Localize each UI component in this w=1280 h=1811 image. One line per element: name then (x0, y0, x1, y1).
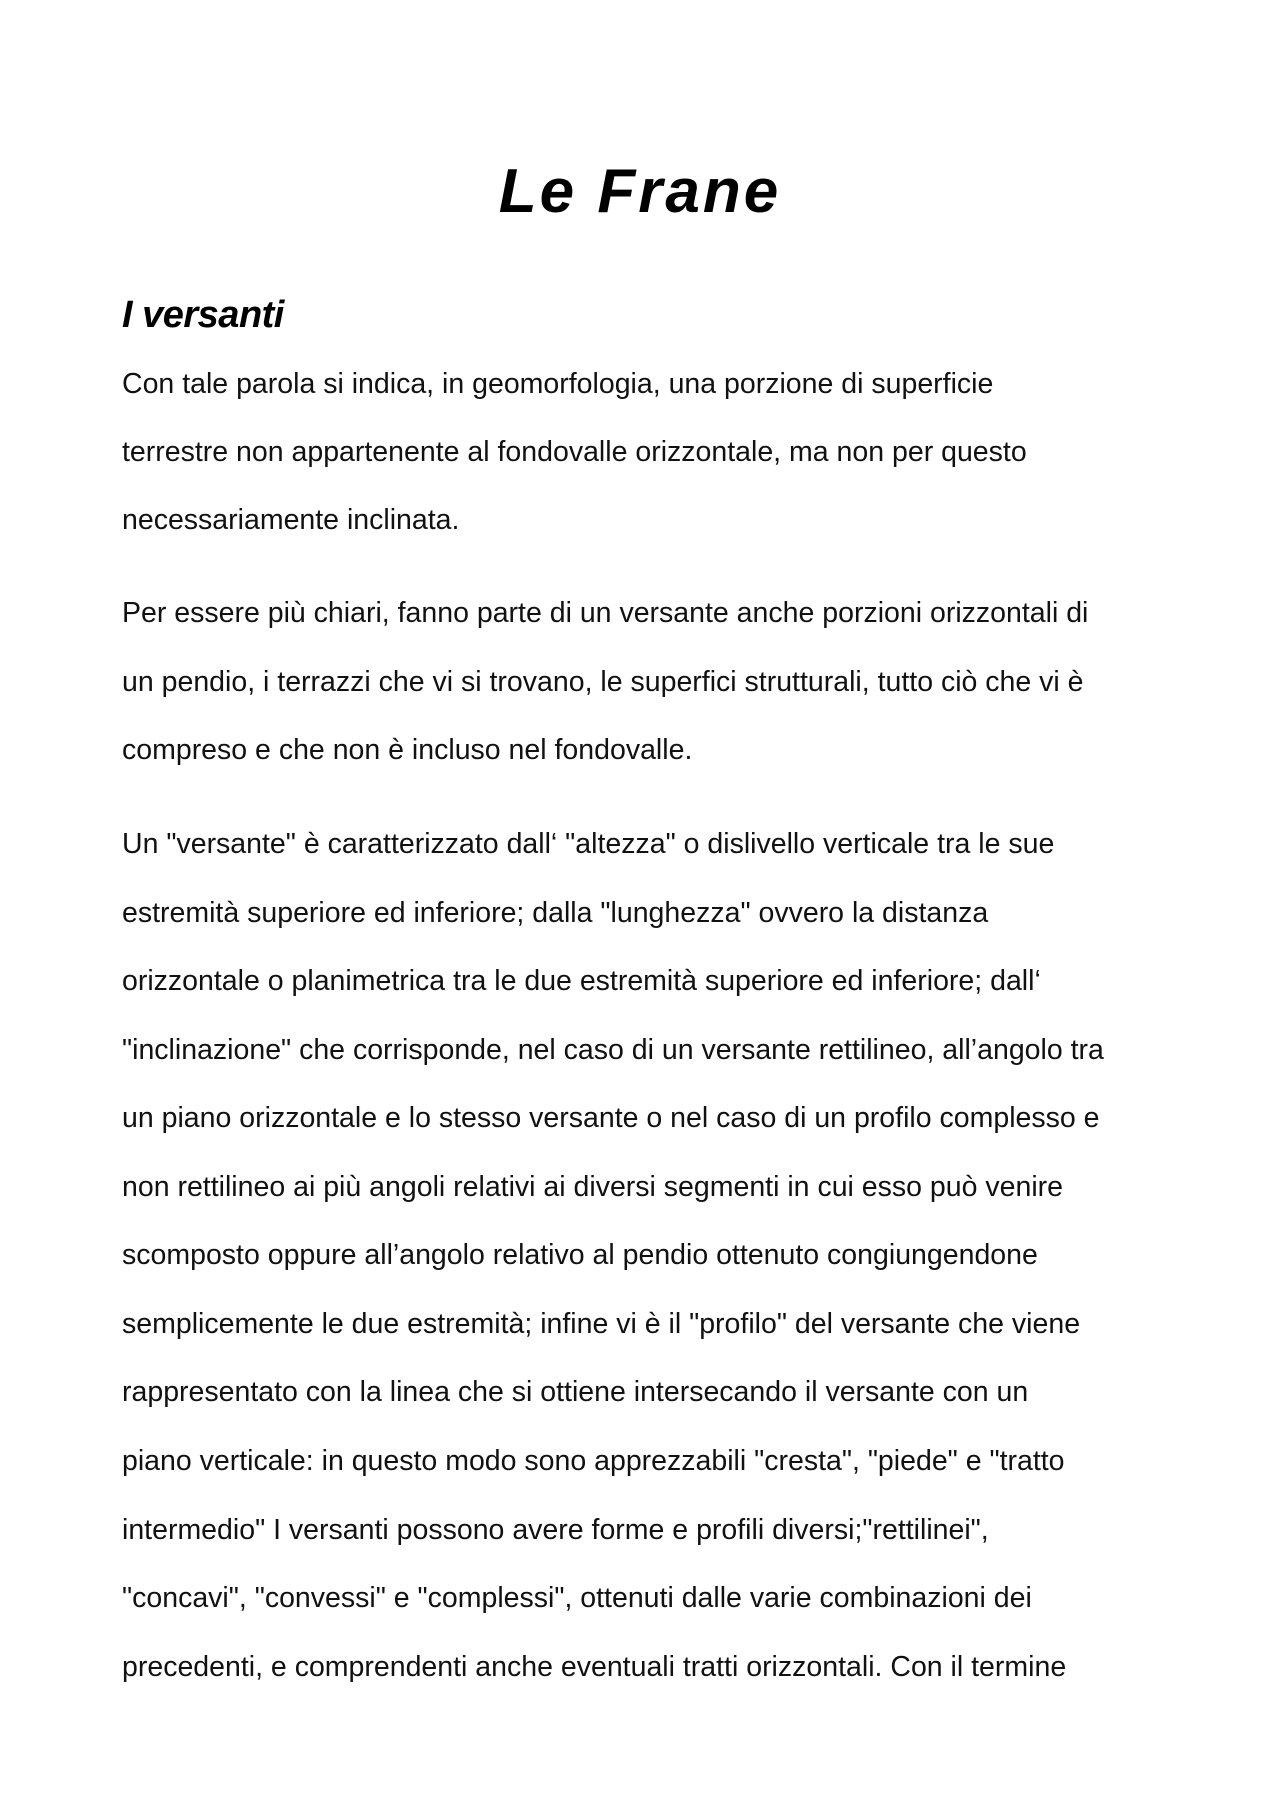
paragraph-3-line-9: rappresentato con la linea che si ottiene intersecando il versante con un (122, 1376, 1029, 1408)
paragraph-3-line-3: orizzontale o planimetrica tra le due estremità superiore ed inferiore; dall‘ (122, 965, 1041, 997)
paragraph-3-line-4: "inclinazione" che corrisponde, nel caso di un versante rettilineo, all’angolo tra (122, 1034, 1104, 1066)
section-heading: I versanti (122, 294, 284, 336)
paragraph-1-line-2: terrestre non appartenente al fondovalle orizzontale, ma non per questo (122, 436, 1027, 468)
paragraph-3-line-2: estremità superiore ed inferiore; dalla "lunghezza" ovvero la distanza (122, 897, 989, 929)
paragraph-3-line-5: un piano orizzontale e lo stesso versante o nel caso di un profilo complesso e (122, 1102, 1100, 1134)
paragraph-2-line-3: compreso e che non è incluso nel fondovalle. (122, 734, 693, 766)
paragraph-3-line-6: non rettilineo ai più angoli relativi ai diversi segmenti in cui esso può venire (122, 1171, 1064, 1203)
paragraph-3-line-13: precedenti, e comprendenti anche eventuali tratti orizzontali. Con il termine (122, 1651, 1067, 1683)
paragraph-3-line-10: piano verticale: in questo modo sono apprezzabili "cresta", "piede" e "tratto (122, 1445, 1065, 1477)
paragraph-3-line-11: intermedio" I versanti possono avere forme e profili diversi;"rettilinei", (122, 1514, 989, 1546)
paragraph-3-line-8: semplicemente le due estremità; infine vi è il "profilo" del versante che viene (122, 1308, 1081, 1340)
paragraph-3-line-12: "concavi", "convessi" e "complessi", ottenuti dalle varie combinazioni dei (122, 1582, 1032, 1614)
document-title: Le Frane (498, 157, 782, 226)
paragraph-1-line-1: Con tale parola si indica, in geomorfologia, una porzione di superficie (122, 368, 994, 400)
paragraph-2-line-1: Per essere più chiari, fanno parte di un versante anche porzioni orizzontali di (122, 597, 1089, 629)
paragraph-1-line-3: necessariamente inclinata. (122, 504, 460, 536)
paragraph-3-line-7: scomposto oppure all’angolo relativo al pendio ottenuto congiungendone (122, 1239, 1038, 1271)
paragraph-3-line-1: Un "versante" è caratterizzato dall‘ "altezza" o dislivello verticale tra le sue (122, 828, 1055, 860)
paragraph-2-line-2: un pendio, i terrazzi che vi si trovano, le superfici strutturali, tutto ciò che vi è (122, 666, 1084, 698)
